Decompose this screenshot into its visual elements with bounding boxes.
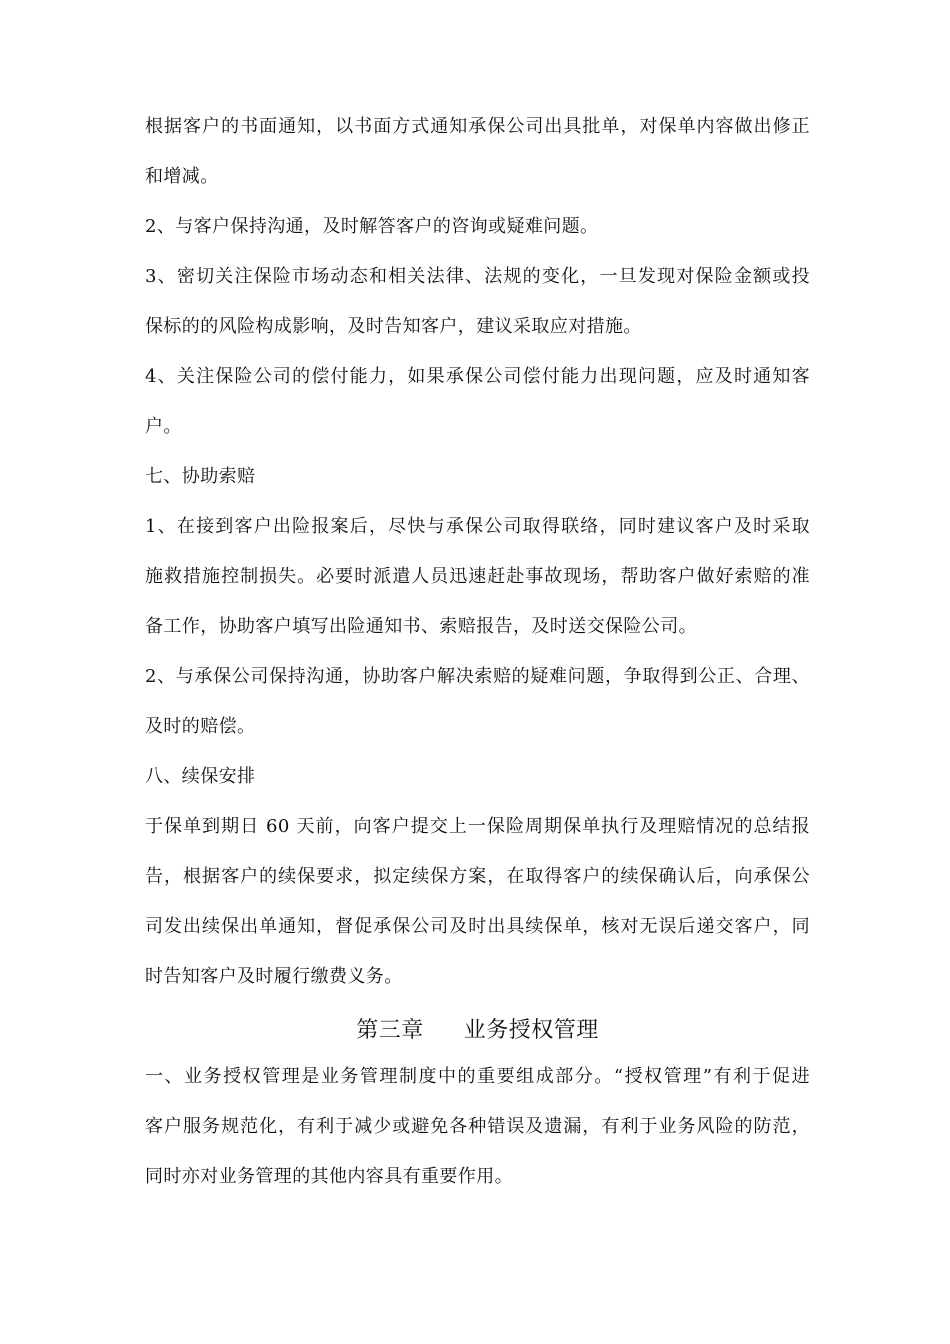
paragraph-line: 及时的赔偿。 (145, 716, 256, 737)
paragraph-line: 3、密切关注保险市场动态和相关法律、法规的变化，一旦发现对保险金额或投 (145, 266, 810, 287)
paragraph-line: 施救措施控制损失。必要时派遣人员迅速赶赴事故现场，帮助客户做好索赔的准 (145, 566, 810, 587)
paragraph-line: 根据客户的书面通知，以书面方式通知承保公司出具批单，对保单内容做出修正 (145, 116, 810, 137)
paragraph-line: 于保单到期日 60 天前，向客户提交上一保险周期保单执行及理赔情况的总结报 (145, 816, 810, 837)
paragraph-line: 4、关注保险公司的偿付能力，如果承保公司偿付能力出现问题，应及时通知客 (145, 366, 810, 387)
paragraph-line: 户。 (145, 416, 182, 437)
paragraph-line: 2、与客户保持沟通，及时解答客户的咨询或疑难问题。 (145, 216, 599, 237)
paragraph-line: 保标的的风险构成影响，及时告知客户，建议采取应对措施。 (145, 316, 642, 337)
chapter-name: 业务授权管理 (463, 1018, 599, 1043)
section-heading: 八、续保安排 (145, 766, 256, 787)
paragraph-line: 同时亦对业务管理的其他内容具有重要作用。 (145, 1166, 513, 1187)
paragraph-line: 告，根据客户的续保要求，拟定续保方案，在取得客户的续保确认后，向承保公 (145, 866, 810, 887)
paragraph-line: 2、与承保公司保持沟通，协助客户解决索赔的疑难问题，争取得到公正、合理、 (145, 666, 810, 687)
paragraph-line: 1、在接到客户出险报案后，尽快与承保公司取得联络，同时建议客户及时采取 (145, 516, 810, 537)
chapter-number: 第三章 (356, 1018, 424, 1043)
paragraph-line: 客户服务规范化，有利于减少或避免各种错误及遗漏，有利于业务风险的防范， (145, 1116, 810, 1137)
paragraph-line: 备工作，协助客户填写出险通知书、索赔报告，及时送交保险公司。 (145, 616, 697, 637)
paragraph-line: 司发出续保出单通知，督促承保公司及时出具续保单，核对无误后递交客户，同 (145, 916, 810, 937)
chapter-title (145, 1016, 810, 1046)
section-heading: 七、协助索赔 (145, 466, 256, 487)
paragraph-line: 时告知客户及时履行缴费义务。 (145, 966, 403, 987)
paragraph-line: 和增减。 (145, 166, 219, 187)
paragraph-line: 一、业务授权管理是业务管理制度中的重要组成部分。“授权管理”有利于促进 (145, 1066, 810, 1087)
